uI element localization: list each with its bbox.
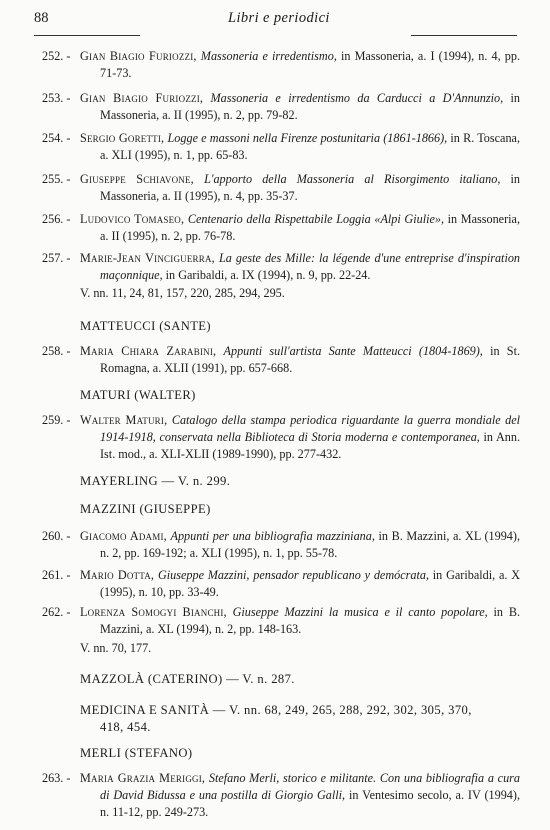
header-rule-right (411, 35, 517, 36)
entry-number: 259. - (42, 413, 71, 427)
entry-number: 254. - (42, 131, 71, 145)
entry-author: Maria Grazia Meriggi, (80, 771, 206, 785)
bibliography-entry (42, 130, 520, 164)
entry-author: Sergio Goretti, (80, 131, 165, 145)
entry-number: 261. - (42, 568, 71, 582)
section-heading-line: 418, 454. (100, 720, 151, 734)
entry-title: Appunti per una bibliografia mazziniana, (170, 529, 375, 543)
entry-title: L'apporto della Massoneria al Risorgimento italiano, (204, 172, 501, 186)
entry-source: in B. Mazzini, a. XL (1994), n. 2, pp. 169-192; a. XLI (1995), n. 1, pp. 55-78. (100, 529, 521, 560)
entry-text (80, 211, 520, 245)
entry-title: La geste des Mille: la légende d'une entreprise d'inspiration maçonnique, (100, 251, 521, 282)
entry-source: in Massoneria, a. II (1995), n. 2, pp. 79-82. (100, 91, 520, 122)
entry-title: Stefano Merli, storico e militante. Con una bibliografia a cura di David Bidussa e una postilla di Giorgio Galli, (100, 771, 521, 802)
entry-number: 258. - (42, 344, 71, 358)
page-header (0, 4, 550, 34)
bibliography-entry (42, 412, 520, 463)
entry-author: Walter Maturi, (80, 413, 168, 427)
bibliography-entry (42, 48, 520, 82)
bibliography-entry (42, 567, 520, 601)
entry-author: Maria Chiara Zarabini, (80, 344, 217, 358)
entry-source: in Massoneria, a. II (1995), n. 4, pp. 35-37. (100, 172, 520, 203)
entry-source: in St. Romagna, a. XLII (1991), pp. 657-668. (100, 344, 520, 375)
section-heading-line: MEDICINA E SANITÀ — V. nn. 68, 249, 265, 288, 292, 302, 305, 370, (80, 703, 472, 717)
cross-reference: V. nn. 11, 24, 81, 157, 220, 285, 294, 295. (80, 286, 285, 300)
entry-title: Catalogo della stampa periodica riguardante la guerra mondiale del 1914-1918, conservata nella Biblioteca di Storia moderna e contemporanea, (100, 413, 521, 444)
bibliography-entry (42, 250, 520, 284)
entry-title: Appunti sull'artista Sante Matteucci (1804-1869), (223, 344, 483, 358)
entry-author: Gian Biagio Furiozzi, (80, 49, 197, 63)
cross-reference: V. nn. 70, 177. (80, 641, 152, 655)
entry-number: 252. - (42, 49, 71, 63)
entry-number: 256. - (42, 212, 71, 226)
section-heading (80, 702, 520, 736)
entry-number: 257. - (42, 251, 71, 265)
entry-source: in Massoneria, a. II (1995), n. 2, pp. 76-78. (100, 212, 520, 243)
bibliography-entry (42, 604, 520, 638)
section-heading: MAZZOLÀ (CATERINO) — V. n. 287. (80, 672, 295, 686)
entry-title: Massoneria e irredentismo da Carducci a D'Annunzio, (210, 91, 504, 105)
entry-number: 253. - (42, 91, 71, 105)
entry-author: Giacomo Adami, (80, 529, 167, 543)
entry-title: Centenario della Rispettabile Loggia «Alpi Giulie», (187, 212, 445, 226)
entry-number: 260. - (42, 529, 71, 543)
entry-text (80, 528, 520, 562)
entry-text (80, 130, 520, 164)
entry-text (80, 250, 520, 284)
entry-source: in R. Toscana, a. XLI (1995), n. 1, pp. 65-83. (100, 131, 521, 162)
entry-source: in Garibaldi, a. X (1995), n. 10, pp. 33-49. (100, 568, 520, 599)
entry-author: Ludovico Tomaseo, (80, 212, 185, 226)
bibliography-entry (42, 211, 520, 245)
entry-number: 263. - (42, 771, 71, 785)
section-heading: MATURI (WALTER) (80, 388, 196, 402)
entry-number: 262. - (42, 605, 71, 619)
bibliography-entry (42, 171, 520, 205)
entry-number: 255. - (42, 172, 71, 186)
bibliography-entry (42, 770, 520, 821)
entry-source: in Ventesimo secolo, a. IV (1994), n. 11-12, pp. 249-273. (100, 788, 520, 819)
entry-text (80, 48, 520, 82)
entry-text (80, 770, 520, 821)
section-heading: MAZZINI (GIUSEPPE) (80, 502, 211, 516)
entry-author: Lorenza Somogyi Bianchi, (80, 605, 227, 619)
entry-source: in Massoneria, a. I (1994), n. 4, pp. 71-73. (100, 49, 521, 80)
entry-source: in Ann. Ist. mod., a. XLI-XLII (1989-1990), pp. 277-432. (100, 430, 520, 461)
entry-text (80, 604, 520, 638)
entry-text (80, 90, 520, 124)
running-title: Libri e periodici (228, 10, 330, 26)
entry-author: Giuseppe Schiavone, (80, 172, 194, 186)
entry-author: Mario Dotta, (80, 568, 155, 582)
page-number: 88 (34, 10, 49, 26)
entry-title: Logge e massoni nella Firenze postunitaria (1861-1866), (167, 131, 448, 145)
entry-text (80, 343, 520, 377)
entry-author: Gian Biagio Furiozzi, (80, 91, 204, 105)
entry-title: Giuseppe Mazzini la musica e il canto popolare, (232, 605, 488, 619)
section-heading: MAYERLING — V. n. 299. (80, 474, 231, 488)
entry-text (80, 412, 520, 463)
entry-text (80, 567, 520, 601)
header-rule (34, 35, 140, 36)
section-heading: MATTEUCCI (SANTE) (80, 319, 211, 333)
entry-source: in Garibaldi, a. IX (1994), n. 9, pp. 22-24. (162, 268, 371, 282)
entry-author: Marie-Jean Vinciguerra, (80, 251, 215, 265)
bibliography-entry (42, 343, 520, 377)
entry-source: in B. Mazzini, a. XL (1994), n. 2, pp. 148-163. (100, 605, 520, 636)
entry-title: Massoneria e irredentismo, (200, 49, 337, 63)
entry-text (80, 171, 520, 205)
entry-title: Giuseppe Mazzini, pensador republicano y demócrata, (157, 568, 429, 582)
bibliography-entry (42, 528, 520, 562)
section-heading: MERLI (STEFANO) (80, 746, 193, 760)
bibliography-entry (42, 90, 520, 124)
